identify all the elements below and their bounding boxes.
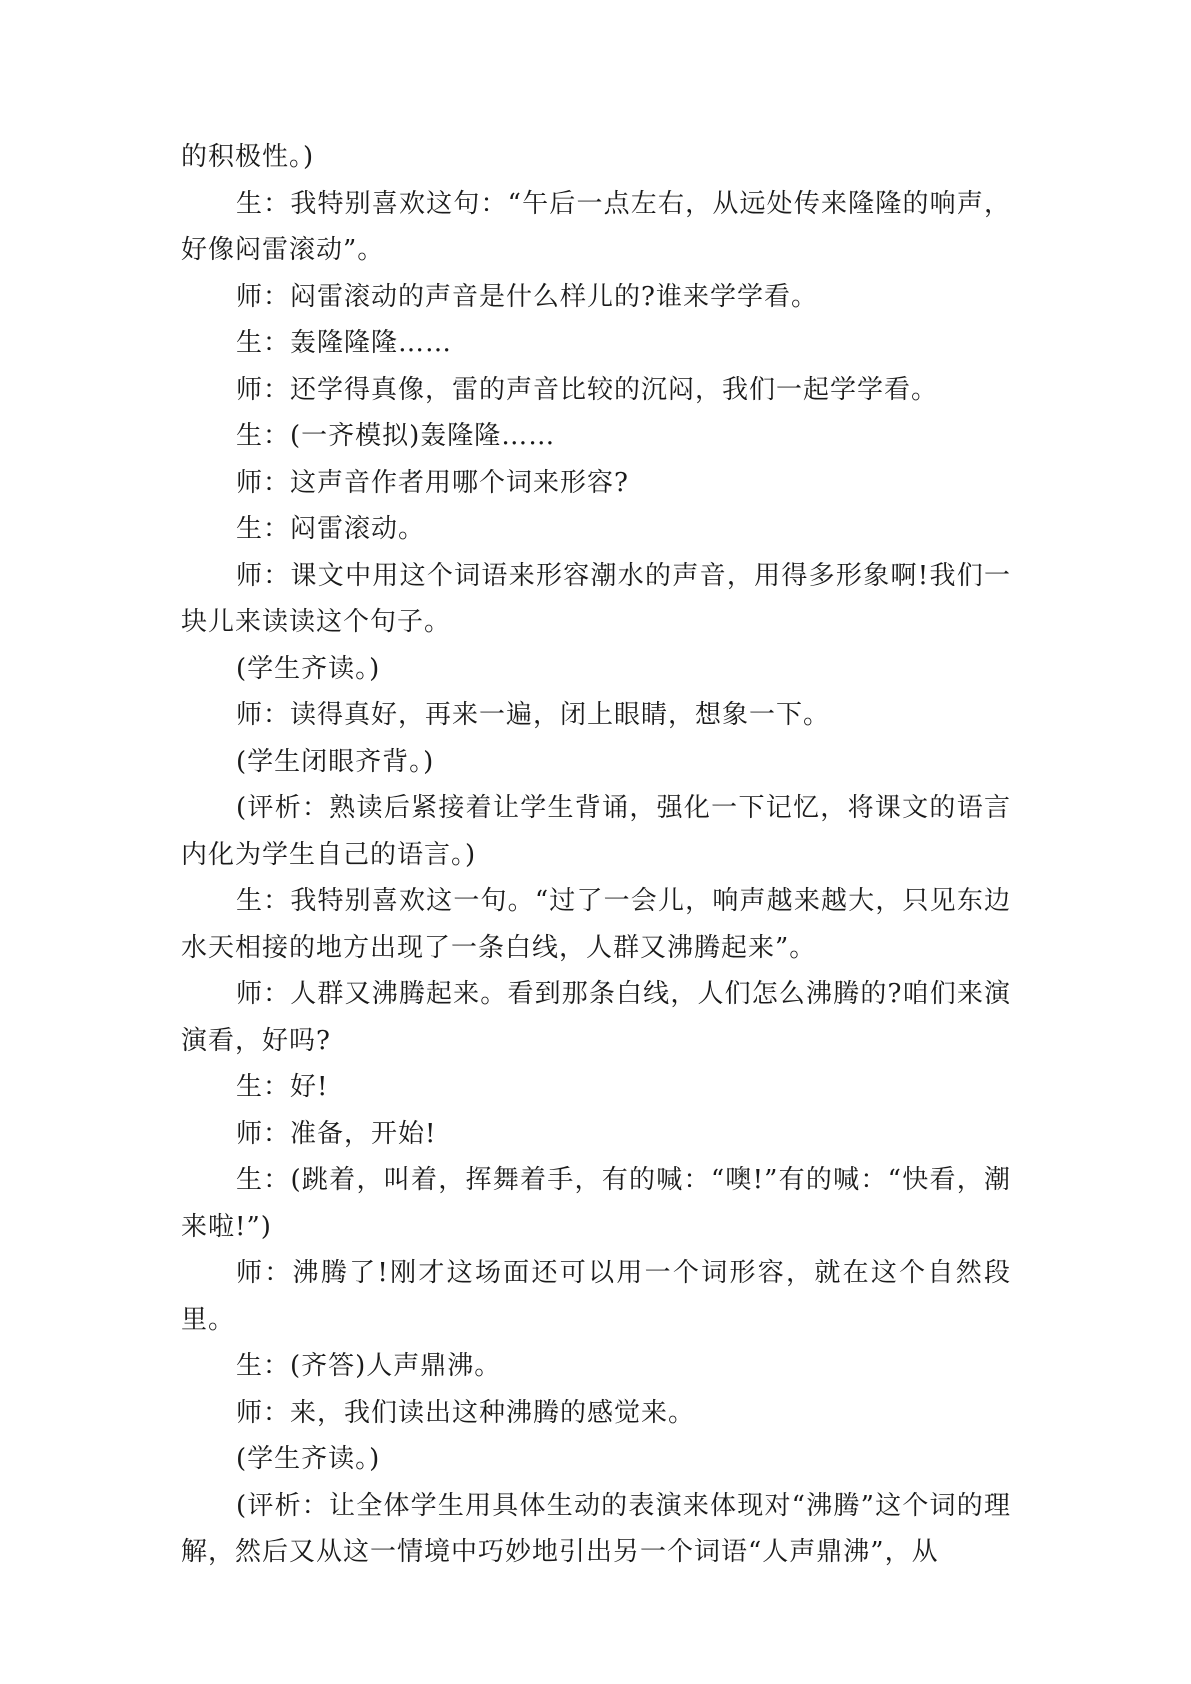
paragraph: 的积极性。) <box>181 142 315 172</box>
paragraph: 师：闷雷滚动的声音是什么样儿的?谁来学学看。 <box>236 281 818 312</box>
paragraph: 师：这声音作者用哪个词来形容? <box>236 467 629 498</box>
paragraph: (学生齐读。) <box>236 653 381 684</box>
paragraph: 生：好! <box>236 1072 329 1102</box>
paragraph: 生：(齐答)人声鼎沸。 <box>236 1351 502 1381</box>
paragraph: 师：还学得真像，雷的声音比较的沉闷，我们一起学学看。 <box>236 374 939 405</box>
paragraph: 师：沸腾了!刚才这场面还可以用一个词形容，就在这个自然段里。 <box>181 1258 1011 1335</box>
paragraph: 生：(一齐模拟)轰隆隆…… <box>236 421 556 451</box>
paragraph: (评析：让全体学生用具体生动的表演来体现对“沸腾”这个词的理解，然后又从这一情境中巧妙地引出另一个词语“人声鼎沸”，从 <box>181 1490 1011 1567</box>
paragraph: 师：课文中用这个词语来形容潮水的声音，用得多形象啊!我们一块儿来读读这个句子。 <box>181 560 1011 637</box>
paragraph: 生：(跳着，叫着，挥舞着手，有的喊：“噢!”有的喊：“快看，潮来啦!”) <box>181 1165 1011 1242</box>
paragraph: 生：我特别喜欢这句：“午后一点左右，从远处传来隆隆的响声，好像闷雷滚动”。 <box>181 188 1011 265</box>
paragraph: (学生齐读。) <box>236 1444 381 1474</box>
paragraph: 师：读得真好，再来一遍，闭上眼睛，想象一下。 <box>236 700 831 730</box>
paragraph: (学生闭眼齐背。) <box>236 746 435 777</box>
paragraph: (评析：熟读后紧接着让学生背诵，强化一下记忆，将课文的语言内化为学生自己的语言。) <box>181 793 1011 870</box>
paragraph: 师：准备，开始! <box>236 1118 437 1149</box>
paragraph: 生：轰隆隆隆…… <box>236 328 453 358</box>
paragraph: 师：人群又沸腾起来。看到那条白线，人们怎么沸腾的?咱们来演演看，好吗? <box>181 979 1011 1056</box>
paragraph: 生：闷雷滚动。 <box>236 514 426 544</box>
paragraph: 师：来，我们读出这种沸腾的感觉来。 <box>236 1397 696 1428</box>
paragraph: 生：我特别喜欢这一句。“过了一会儿，响声越来越大，只见东边水天相接的地方出现了一条白线，人群又沸腾起来”。 <box>181 886 1011 963</box>
document-page <box>181 134 1011 1576</box>
